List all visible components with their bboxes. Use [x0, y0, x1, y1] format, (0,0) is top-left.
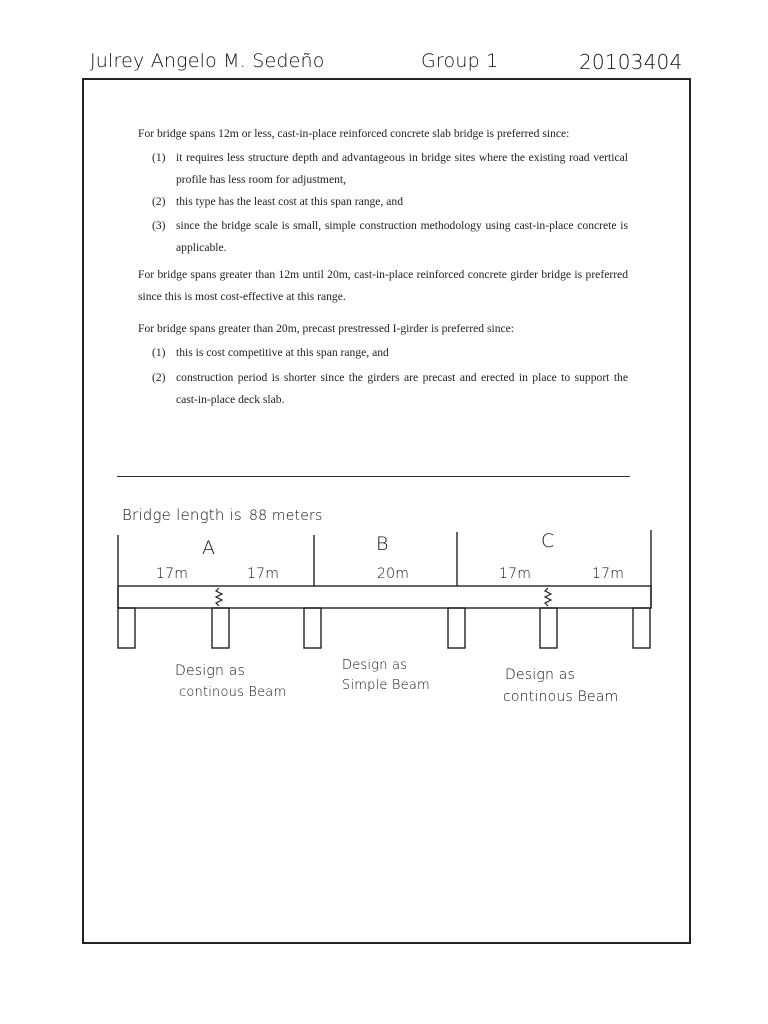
continuity-squiggle [545, 588, 551, 606]
list-item-text: it requires less structure depth and advantageous in bridge sites where the existing road vertical profile has less room for adjustment, [176, 151, 628, 186]
bridge-deck [118, 586, 651, 608]
span-length-label: 17m [592, 566, 625, 582]
section-label-a: A [202, 537, 216, 559]
continuity-squiggle [216, 588, 222, 606]
paragraph-slab-bridge: For bridge spans 12m or less, cast-in-place reinforced concrete slab bridge is preferred since: [138, 127, 570, 140]
pier [304, 608, 321, 648]
student-name: Julrey Angelo M. Sedeño [90, 50, 325, 72]
pier [540, 608, 557, 648]
list-item-text: this type has the least cost at this span range, and [176, 195, 403, 208]
design-note-line: Design as [175, 663, 245, 679]
list-item-text: this is cost competitive at this span range, and [176, 346, 389, 359]
list-item-number: (2) [152, 195, 166, 208]
design-note-line: continous Beam [179, 685, 287, 700]
list-item-number: (2) [152, 371, 166, 384]
design-note-line: continous Beam [503, 689, 619, 705]
list-item-text: since the bridge scale is small, simple construction methodology using cast-in-place concrete is applicable. [176, 219, 628, 254]
span-length-label: 17m [499, 566, 532, 582]
list-item-number: (1) [152, 346, 166, 359]
student-id: 20103404 [579, 50, 683, 74]
group-label: Group 1 [421, 50, 499, 72]
pier [118, 608, 135, 648]
section-label-c: C [541, 530, 555, 552]
span-length-label: 20m [377, 566, 410, 582]
list-item-number: (1) [152, 151, 166, 164]
pier [212, 608, 229, 648]
list-item-number: (3) [152, 219, 166, 232]
design-note-line: Design as [505, 667, 575, 683]
pier [448, 608, 465, 648]
span-length-label: 17m [247, 566, 280, 582]
paragraph-girder-bridge: For bridge spans greater than 12m until 20m, cast-in-place reinforced concrete girder bridge is preferred since this is most cost-effective at this range. [138, 268, 628, 303]
span-length-label: 17m [156, 566, 189, 582]
design-note-c [505, 664, 618, 708]
design-note-b [342, 656, 430, 696]
design-note-a [175, 660, 286, 704]
design-note-line: Design as [342, 658, 408, 673]
pier [633, 608, 650, 648]
bridge-length-label: Bridge length is [122, 506, 242, 524]
design-note-line: Simple Beam [342, 678, 430, 693]
section-label-b: B [376, 533, 389, 555]
bridge-length-value: 88 meters [249, 508, 323, 524]
list-item-text: construction period is shorter since the girders are precast and erected in place to support the cast-in-place deck slab. [176, 371, 628, 406]
paragraph-precast-girder: For bridge spans greater than 20m, precast prestressed I-girder is preferred since: [138, 322, 515, 335]
